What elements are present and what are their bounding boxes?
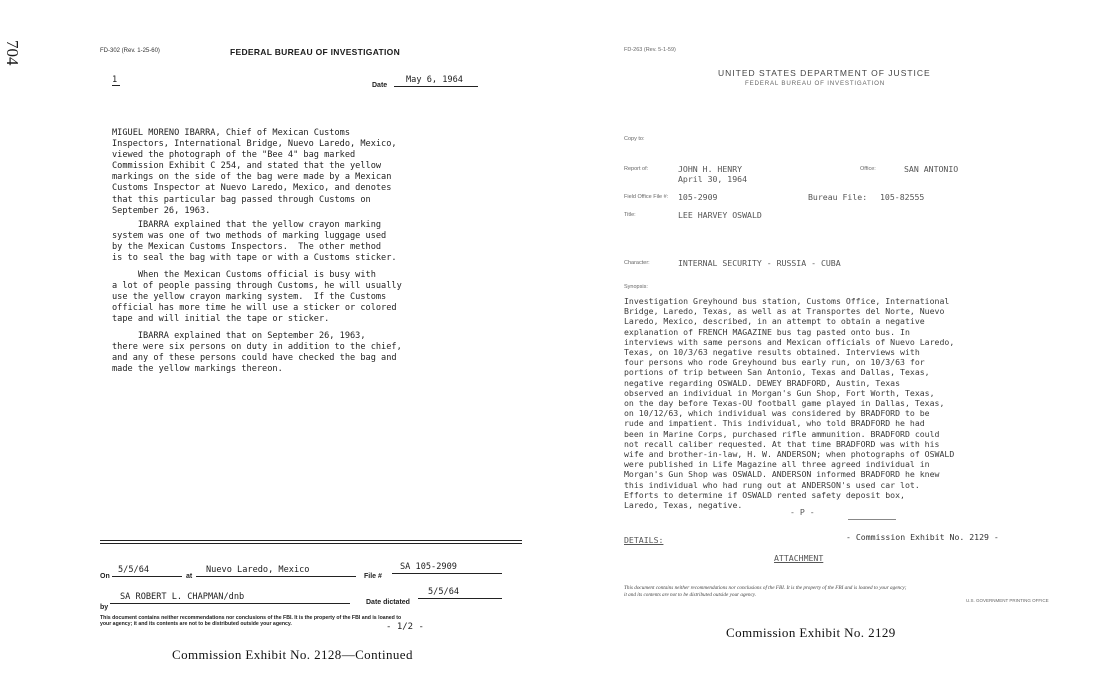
left-footer-note: This document contains neither recommendations nor conclusions of the FBI. It is the property of the FBI and is loaned to your agency; it and its contents are not to be distributed outside your agency.	[100, 615, 402, 628]
right-form-number: FD-263 (Rev. 5-1-59)	[624, 47, 676, 53]
left-footer-page: - 1/2 -	[386, 622, 424, 632]
right-office-value: SAN ANTONIO	[904, 164, 959, 174]
left-caption-suffix: —Continued	[341, 647, 413, 662]
right-dash-p: - P -	[790, 507, 815, 517]
right-dept-subtitle: FEDERAL BUREAU OF INVESTIGATION	[745, 80, 885, 87]
left-divider-top	[100, 540, 522, 541]
left-caption-main: Commission Exhibit No. 2128	[172, 647, 342, 662]
right-short-rule	[848, 519, 896, 520]
right-attachment: ATTACHMENT	[774, 553, 824, 563]
left-caption	[172, 647, 413, 663]
left-divider-top-2	[100, 543, 522, 544]
page-number: 704	[3, 40, 22, 66]
left-paragraph-3: When the Mexican Customs official is busy with a lot of people passing through Customs, he will usually use the yellow crayon marking system. If the Customs official has more time he will use a sticker or colored tape and will initial the tape or sticker.	[112, 270, 402, 325]
right-dept-title: UNITED STATES DEPARTMENT OF JUSTICE	[718, 68, 931, 78]
right-title-value: LEE HARVEY OSWALD	[678, 210, 762, 220]
right-bureau-file-label: Bureau File:	[808, 192, 868, 202]
right-copy-label: Copy to:	[624, 136, 645, 142]
right-footer-code: U.S. GOVERNMENT PRINTING OFFICE	[966, 598, 1049, 603]
right-synopsis-label: Synopsis:	[624, 284, 648, 290]
left-paragraph-2: IBARRA explained that the yellow crayon marking system was one of two methods of marking luggage used by the Mexican Customs Inspectors. The other method is to seal the bag with tape or with a Customs sticker.	[112, 220, 397, 264]
left-dictated-label: Date dictated	[366, 599, 410, 606]
left-form-number: FD-302 (Rev. 1-25-60)	[100, 48, 160, 54]
right-report-date: April 30, 1964	[678, 174, 748, 184]
left-date-label: Date	[372, 82, 388, 89]
right-report-of-label: Report of:	[624, 166, 649, 172]
left-file-label: File #	[364, 573, 382, 580]
left-dictated-value: 5/5/64	[418, 587, 502, 599]
right-field-file-label: Field Office File #:	[624, 194, 669, 200]
left-paragraph-1: MIGUEL MORENO IBARRA, Chief of Mexican Customs Inspectors, International Bridge, Nuevo Laredo, Mexico, viewed the photograph of the "Bee 4" bag marked Commission Exhibit C 254, and stated that the yellow markings on the side of the bag were made by a Mexican Customs Inspector at Nuevo Laredo, Mexico, and denotes that this particular bag passed through Customs on September 26, 1963.	[112, 128, 397, 216]
left-by-value: SA ROBERT L. CHAPMAN/dnb	[110, 592, 350, 604]
left-by-label: by	[100, 604, 109, 611]
left-bureau-title: FEDERAL BUREAU OF INVESTIGATION	[230, 47, 401, 57]
left-at-label: at	[186, 573, 193, 580]
right-synopsis-body: Investigation Greyhound bus station, Customs Office, International Bridge, Laredo, Texas, as well as at Transportes del Norte, Nuevo Laredo, Mexico, described, in an attempt to obtain a negative explanation of FRENCH MAGAZINE bus tag pasted onto bus. In interviews with same persons and Mexican officials of Nuevo Laredo, Texas, on 10/3/63 negative results obtained. Interviews with four persons who rode Greyhound bus early run, on 10/3/63 for portions of trip between San Antonio, Texas and Dallas, Texas, negative regarding OSWALD. DEWEY BRADFORD, Austin, Texas observed an individual in Morgan's Gun Shop, Fort Worth, Texas, on the day before Texas-OU football game played in Dallas, Texas, on 10/12/63, which individual was considered by BRADFORD to be rude and impatient. This individual, who told BRADFORD he had been in Marine Corps, purchased rifle ammunition. BRADFORD could not recall caliber requested. At that time BRADFORD was with his wife and brother-in-law, H. W. ANDERSON; when photographs of OSWALD were published in Life Magazine all three agreed individual in Morgan's Gun Shop was OSWALD. ANDERSON informed BRADFORD he knew this individual who had rung out at ANDERSON's used car lot. Efforts to determine if OSWALD rented safety deposit box, Laredo, Texas, negative.	[624, 296, 955, 511]
right-footer-note: This document contains neither recommendations nor conclusions of the FBI. It is the property of the FBI and is loaned to your agency; it and its contents are not to be distributed outside your agency.	[624, 585, 907, 598]
left-file-value: SA 105-2909	[392, 562, 502, 574]
left-paragraph-4: IBARRA explained that on September 26, 1963, there were six persons on duty in addition to the chief, and any of these persons could have checked the bag and made the yellow markings thereon.	[112, 331, 402, 375]
left-on-value: 5/5/64	[112, 565, 182, 577]
right-title-label: Title:	[624, 212, 636, 218]
left-at-value: Nuevo Laredo, Mexico	[196, 565, 356, 577]
right-report-of-value: JOHN H. HENRY	[678, 164, 743, 174]
right-character-value: INTERNAL SECURITY - RUSSIA - CUBA	[678, 258, 841, 268]
right-bureau-file-value: 105-82555	[880, 192, 925, 202]
left-on-label: On	[100, 573, 110, 580]
right-office-label: Office:	[860, 166, 876, 172]
right-character-label: Character:	[624, 260, 650, 266]
left-date-value: May 6, 1964	[394, 75, 478, 87]
right-caption: Commission Exhibit No. 2129	[726, 625, 896, 640]
left-page-mark: 1	[112, 75, 120, 86]
right-ce-label: - Commission Exhibit No. 2129 -	[846, 532, 999, 542]
right-details-label: DETAILS:	[624, 535, 664, 545]
right-field-file-value: 105-2909	[678, 192, 718, 202]
